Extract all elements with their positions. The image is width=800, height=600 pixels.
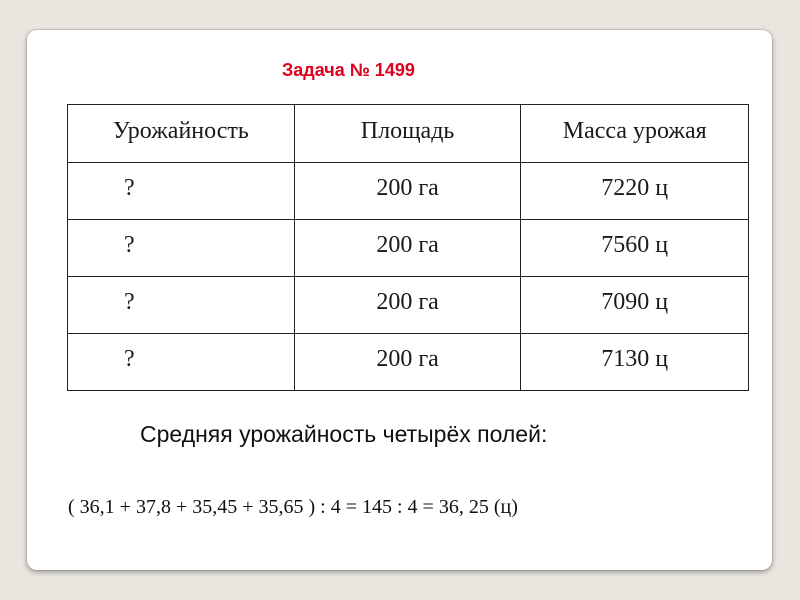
mass-value: 7560 ц (601, 232, 669, 258)
summary-text: Средняя урожайность четырёх полей: (140, 421, 548, 447)
table-row (68, 163, 749, 220)
area-value: 200 га (376, 346, 439, 372)
yield-value: ? (124, 289, 135, 315)
yield-cell (68, 163, 295, 220)
yield-value: ? (124, 232, 135, 258)
header-mass-label: Масса урожая (562, 117, 707, 144)
problem-title: Задача № 1499 (282, 60, 415, 80)
mass-cell (521, 163, 749, 220)
header-area (294, 105, 521, 163)
table-row (68, 334, 749, 391)
yield-value: ? (124, 175, 135, 201)
area-cell (294, 334, 521, 391)
yield-value: ? (124, 346, 135, 372)
mass-cell (521, 220, 749, 277)
yield-cell (68, 220, 295, 277)
area-cell (294, 163, 521, 220)
yield-cell (68, 334, 295, 391)
yield-cell (68, 277, 295, 334)
table-row (68, 220, 749, 277)
header-mass (521, 105, 749, 163)
mass-value: 7130 ц (601, 346, 669, 372)
area-value: 200 га (376, 289, 439, 315)
mass-value: 7090 ц (601, 289, 669, 315)
area-cell (294, 220, 521, 277)
mass-value: 7220 ц (601, 175, 669, 201)
area-value: 200 га (376, 175, 439, 201)
formula-text: ( 36,1 + 37,8 + 35,45 + 35,65 ) : 4 = 145 : 4 = 36, 25 (ц) (68, 496, 518, 518)
header-yield-label: Урожайность (112, 117, 249, 144)
area-value: 200 га (376, 232, 439, 258)
mass-cell (521, 277, 749, 334)
table-row (68, 277, 749, 334)
header-area-label: Площадь (360, 117, 455, 144)
area-cell (294, 277, 521, 334)
header-yield (68, 105, 295, 163)
data-table (67, 104, 749, 391)
mass-cell (521, 334, 749, 391)
table-header-row (68, 105, 749, 163)
